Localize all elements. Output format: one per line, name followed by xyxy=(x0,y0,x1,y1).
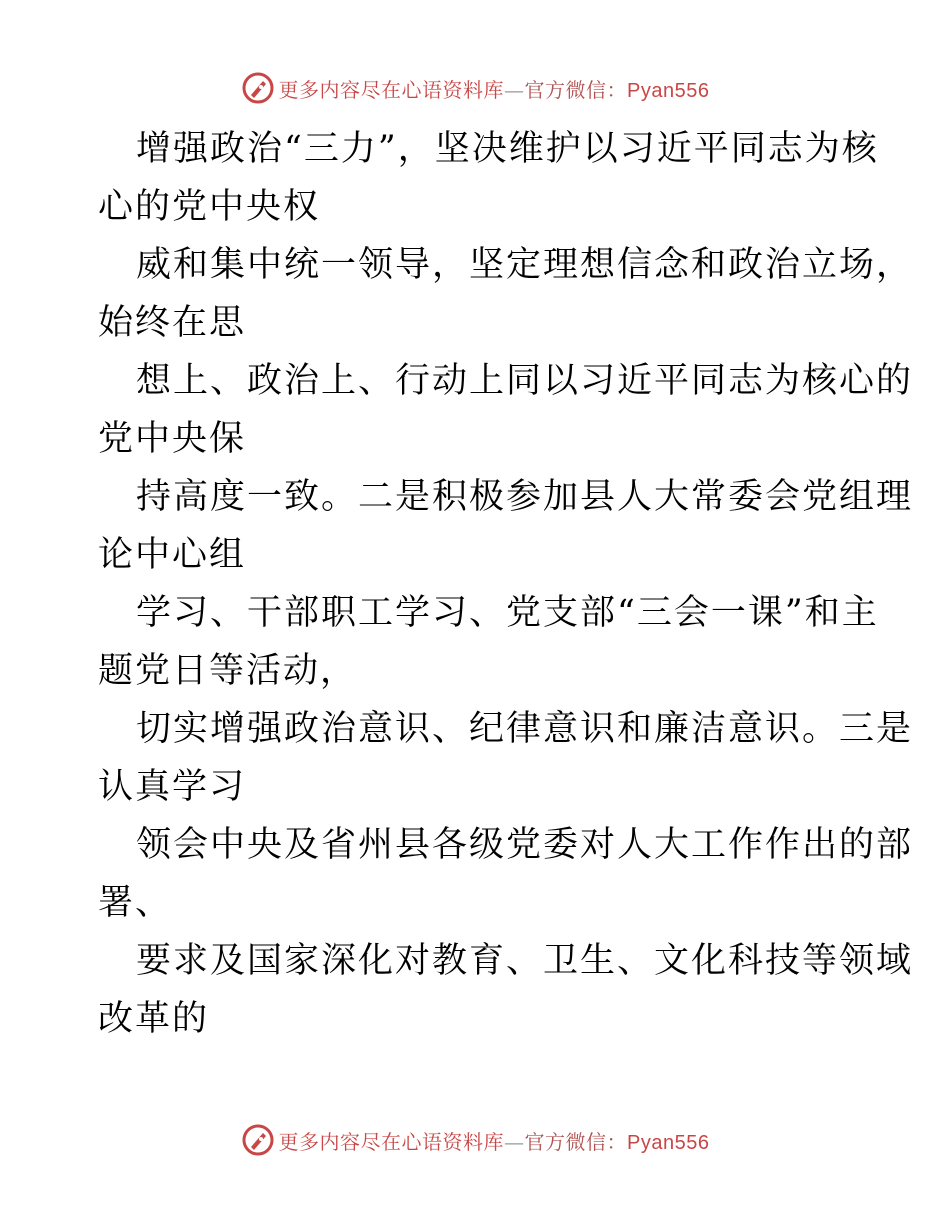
header-dash: — xyxy=(504,77,525,102)
header-banner xyxy=(0,68,950,108)
body-line: 持高度一致。二是积极参加县人大常委会党组理 xyxy=(136,477,914,517)
header-account: Pyan556 xyxy=(627,79,710,102)
header-wechat-label: 官方微信： xyxy=(524,77,628,102)
body-line: 署、 xyxy=(98,883,173,923)
body-line: 心的党中央权 xyxy=(98,187,321,227)
body-line: 题党日等活动， xyxy=(98,651,358,691)
body-line: 学习、干部职工学习、党支部“三会一课”和主 xyxy=(136,593,879,633)
pen-nib-logo-icon xyxy=(241,71,275,105)
pen-nib-logo-icon xyxy=(241,1123,275,1157)
footer-dash: — xyxy=(504,1129,525,1154)
body-line: 改革的 xyxy=(98,999,210,1039)
body-line: 领会中央及省州县各级党委对人大工作作出的部 xyxy=(136,825,914,865)
footer-wechat-label: 官方微信： xyxy=(524,1129,628,1154)
document-body xyxy=(98,120,914,1048)
body-line: 始终在思 xyxy=(98,303,247,343)
footer-slogan: 更多内容尽在心语资料库 xyxy=(278,1129,505,1154)
header-text xyxy=(279,74,710,103)
body-line: 想上、政治上、行动上同以习近平同志为核心的 xyxy=(136,361,914,401)
body-line: 切实增强政治意识、纪律意识和廉洁意识。三是 xyxy=(136,709,914,749)
footer-text xyxy=(279,1126,710,1155)
body-line: 要求及国家深化对教育、卫生、文化科技等领域 xyxy=(136,941,914,981)
body-line: 党中央保 xyxy=(98,419,247,459)
body-line: 认真学习 xyxy=(98,767,247,807)
body-line: 增强政治“三力”，坚决维护以习近平同志为核 xyxy=(136,129,879,169)
body-line: 论中心组 xyxy=(98,535,247,575)
body-line: 威和集中统一领导，坚定理想信念和政治立场， xyxy=(136,245,914,285)
footer-account: Pyan556 xyxy=(627,1131,710,1154)
header-slogan: 更多内容尽在心语资料库 xyxy=(278,77,505,102)
footer-banner xyxy=(0,1120,950,1160)
